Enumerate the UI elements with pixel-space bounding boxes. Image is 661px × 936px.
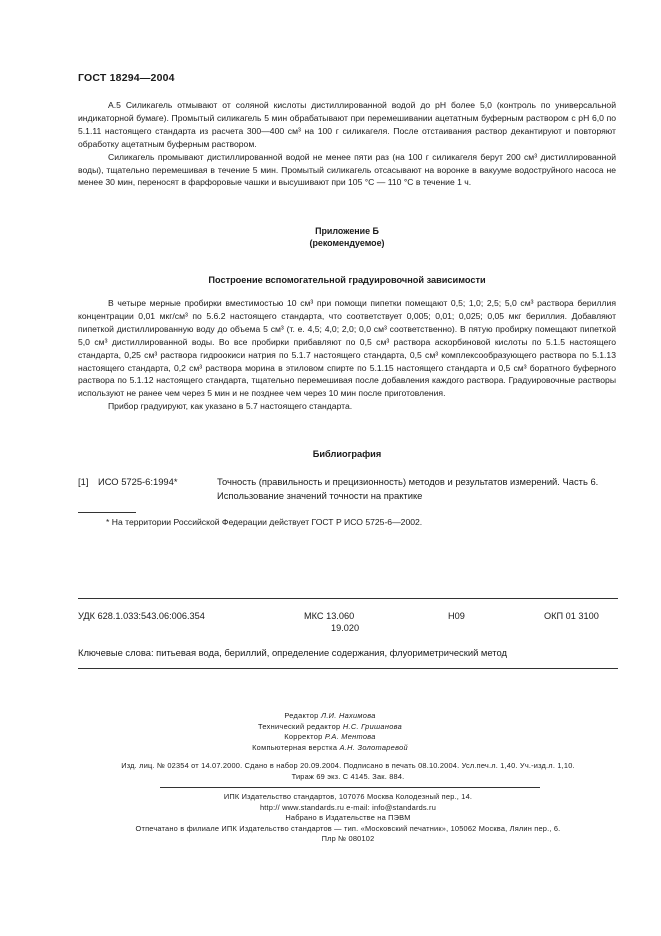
printing-info-line-1: ИПК Издательство стандартов, 107076 Москва Колодезный пер., 14. xyxy=(223,792,473,801)
paragraph-a5-2: Силикагель промывают дистиллированной водой не менее пяти раз (на 100 г силикагеля берут 200 см³ дистиллированной воды), тщательно перемешивая в течение 5 мин. Промытый силикагель отсасывают на воронке в вакууме водоструйного насоса не менее 30 мин, переносят в фарфоровые чашки и высушивают при 105 °С — 110 °С в течение 1 ч. xyxy=(78,151,616,188)
bibliography-source: ИСО 5725-6:1994* xyxy=(98,476,178,487)
credit-corrector xyxy=(180,732,480,743)
corrector-label: Корректор xyxy=(284,732,323,742)
paragraph-calibration-1: В четыре мерные пробирки вместимостью 10 см³ при помощи пипетки помещают 0,5; 1,0; 2,5; 5,0 см³ раствора бериллия концентрации 0,01 мкг/см³ по 5.6.2 настоящего стандарта, что соответствует 0,005; 0,01; 0,025; 0,05 мкг бериллия. Добавляют пипеткой дистиллированную воду до объема 5 см³ (т. е. 4,5; 4,0; 2,0; 0,0 см³ соответственно). В пятую пробирку помещают пипеткой 5,0 см³ дистиллированной воды. Во все пробирки прибавляют по 0,5 см³ раствора аскорбиновой кислоты по 5.1.5 настоящего стандарта, 0,25 см³ раствора гидроокиси натрия по 5.1.7 настоящего стандарта, 0,5 см³ комплексообразующего раствора по 5.1.13 настоящего стандарта, 0,2 см³ раствора морина в этиловом спирте по 5.1.15 настоящего стандарта и 0,5 см³ боратного буферного раствора по 5.1.12 настоящего стандарта, тщательно перемешивая после добавления каждого раствора. Градуировочные растворы используют не ранее чем через 5 мин и не позднее чем через 10 мин после приготовления. xyxy=(78,298,616,399)
footnote-rule xyxy=(78,512,136,513)
printing-info-line-2: http:// www.standards.ru e-mail: info@standards.ru xyxy=(259,802,437,812)
mks-code-1: МКС 13.060 xyxy=(304,611,355,621)
udk-code: УДК 628.1.033:543.06:006.354 xyxy=(78,611,205,621)
credit-editor xyxy=(180,711,480,722)
publication-info-line-1: Изд. лиц. № 02354 от 14.07.2000. Сдано в набор 20.09.2004. Подписано в печать 08.10.2004. Усл.печ.л. 1,40. Уч.-изд.л. 1,10. xyxy=(121,761,575,770)
appendix-heading xyxy=(78,226,616,249)
separator-rule xyxy=(78,598,618,599)
keywords: Ключевые слова: питьевая вода, бериллий, определение содержания, флуориметрический метод xyxy=(78,647,507,658)
printing-info-line-5: Плр № 080102 xyxy=(321,834,375,843)
keywords-rule xyxy=(78,668,618,669)
printing-info-line-4: Отпечатано в филиале ИПК Издательство стандартов — тип. «Московский печатник», 105062 Москва, Лялин пер., 6. xyxy=(135,823,561,833)
appendix-subtitle: (рекомендуемое) xyxy=(309,237,385,248)
credits xyxy=(180,711,480,753)
footnote: * На территории Российской Федерации действует ГОСТ Р ИСО 5725-6—2002. xyxy=(106,517,423,527)
layout-label: Компьютерная верстка xyxy=(252,742,338,752)
mks-code-2: 19.020 xyxy=(331,623,360,633)
editor-name: Л.И. Нахимова xyxy=(320,711,376,720)
okp-code: ОКП 01 3100 xyxy=(544,611,599,621)
printing-info xyxy=(78,792,618,845)
printing-info-line-3: Набрано в Издательстве на ПЭВМ xyxy=(285,813,411,822)
section-a5 xyxy=(78,99,616,189)
bibliography-number: [1] xyxy=(78,476,89,487)
layout-name: А.Н. Золотаревой xyxy=(339,742,408,752)
page-header: ГОСТ 18294—2004 xyxy=(78,72,175,84)
corrector-name: Р.А. Ментова xyxy=(324,732,376,742)
bibliography-text: Точность (правильность и прецизионность) методов и результатов измерений. Часть 6. Использование значений точности на практике xyxy=(217,476,599,501)
appendix-title: Приложение Б xyxy=(315,226,379,236)
credit-tech-editor xyxy=(180,722,480,733)
section-title: Построение вспомогательной градуировочной зависимости xyxy=(208,275,486,285)
classification-code: Н09 xyxy=(448,611,465,621)
section-body xyxy=(78,297,616,413)
paragraph-calibration-2: Прибор градуируют, как указано в 5.7 настоящего стандарта. xyxy=(108,401,353,412)
tech-editor-name: Н.С. Гришанова xyxy=(342,721,403,731)
publication-info-line-2: Тираж 69 экз. С 4145. Зак. 884. xyxy=(291,772,405,781)
printinfo-rule xyxy=(160,787,540,788)
bibliography-title: Библиография xyxy=(312,449,382,459)
mks-code xyxy=(304,610,359,634)
paragraph-a5-1: А.5 Силикагель отмывают от соляной кислоты дистиллированной водой до рН более 5,0 (контроль по универсальной индикаторной бумаге). Промытый силикагель 5 мин обрабатывают при перемешивании ацетатным буферным раствором с рН 6,0 по 5.1.11 настоящего стандарта из расчета 300—400 см³ на 100 г силикагеля. После отстаивания раствор декантируют и повторяют обработку ацетатным буферным раствором. xyxy=(78,100,616,149)
credit-layout xyxy=(180,743,480,754)
publication-info xyxy=(78,760,618,782)
editor-label: Редактор xyxy=(284,711,319,720)
tech-editor-label: Технический редактор xyxy=(257,721,341,731)
